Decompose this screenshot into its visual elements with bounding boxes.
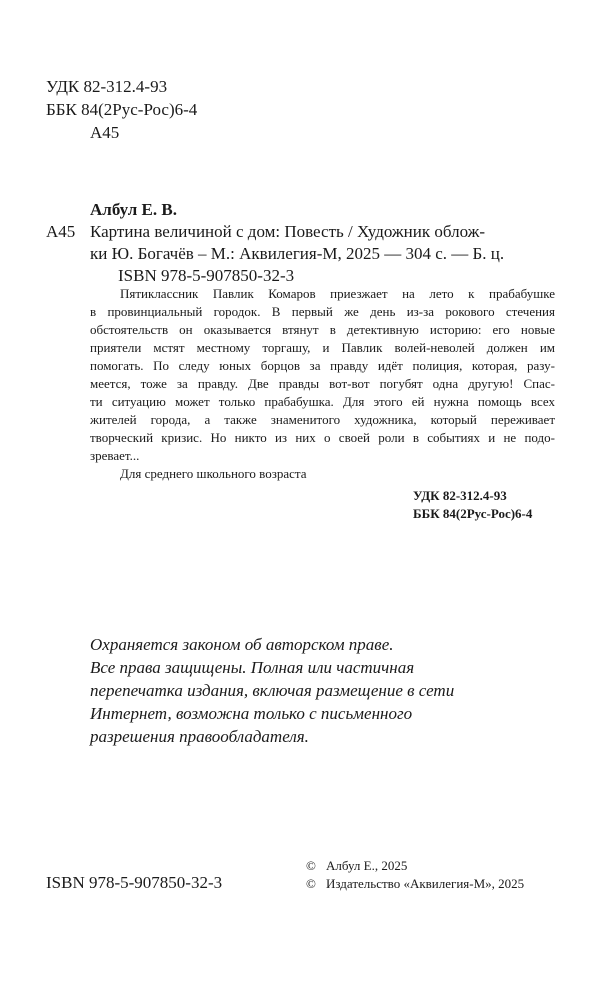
udk-label: УДК	[46, 77, 80, 96]
copyright-icon: ©	[306, 876, 316, 891]
age-note: Для среднего школьного возраста	[120, 466, 307, 481]
entry-isbn: ISBN 978-5-907850-32-3	[118, 266, 295, 285]
annotation-line: ти ситуацию может только прабабушка. Для этого ей нужна помощь всех	[90, 394, 555, 409]
footer-isbn: ISBN 978-5-907850-32-3	[46, 873, 223, 892]
author-name: Албул Е. В.	[90, 200, 177, 219]
author-mark-header: А45	[90, 123, 120, 142]
title-line-1: Картина величиной с дом: Повесть / Художник облож-	[90, 222, 486, 241]
copyright-icon: ©	[306, 858, 316, 873]
annotation-line: Пятиклассник Павлик Комаров приезжает на лето к прабабушке	[120, 286, 555, 301]
annotation-line: в провинциальный городок. В первый же день из-за рокового стечения	[90, 304, 555, 319]
annotation-line: приятели мстят местному торгашу, и Павлик волей-неволей должен им	[90, 340, 555, 355]
notice-line: Интернет, возможна только с письменного	[90, 704, 413, 723]
bbk-right: ББК 84(2Рус-Рос)6-4	[413, 506, 533, 521]
udk-header	[46, 76, 167, 97]
copyright-author: Албул Е., 2025	[326, 858, 408, 873]
bbk-header	[46, 99, 197, 120]
udk-right: УДК 82-312.4-93	[413, 488, 507, 503]
annotation-line: зревает...	[90, 448, 140, 463]
annotation-line: жителей города, а также знаменитого художника, который переживает	[90, 412, 555, 427]
notice-line: Все права защищены. Полная или частичная	[90, 658, 415, 677]
bbk-label: ББК	[46, 100, 77, 119]
copyright-publisher-line	[306, 875, 524, 893]
notice-line: Охраняется законом об авторском праве.	[90, 635, 394, 654]
title-line-2: ки Ю. Богачёв – М.: Аквилегия-М, 2025 — 304 с. — Б. ц.	[90, 244, 505, 263]
bbk-value: 84(2Рус-Рос)6-4	[81, 100, 198, 119]
copyright-notice	[90, 633, 454, 748]
notice-line: перепечатка издания, включая размещение в сети	[90, 681, 455, 700]
udk-value: 82-312.4-93	[83, 77, 168, 96]
annotation	[90, 285, 555, 483]
copyright-publisher: Издательство «Аквилегия-М», 2025	[326, 876, 525, 891]
copyright-author-line	[306, 857, 407, 875]
annotation-line: помогать. По следу юных борцов за правду идёт полиция, которая, разу-	[90, 358, 555, 373]
entry-mark: А45	[46, 222, 76, 241]
annotation-line: обстоятельств он оказывается втянут в детективную историю: его новые	[90, 322, 555, 337]
annotation-line: творческий кризис. Но никто из них о своей роли в событиях и не подо-	[90, 430, 555, 445]
annotation-line: меется, тоже за правду. Две правды вот-вот погубят одна другую! Спас-	[90, 376, 555, 391]
notice-line: разрешения правообладателя.	[90, 727, 309, 746]
